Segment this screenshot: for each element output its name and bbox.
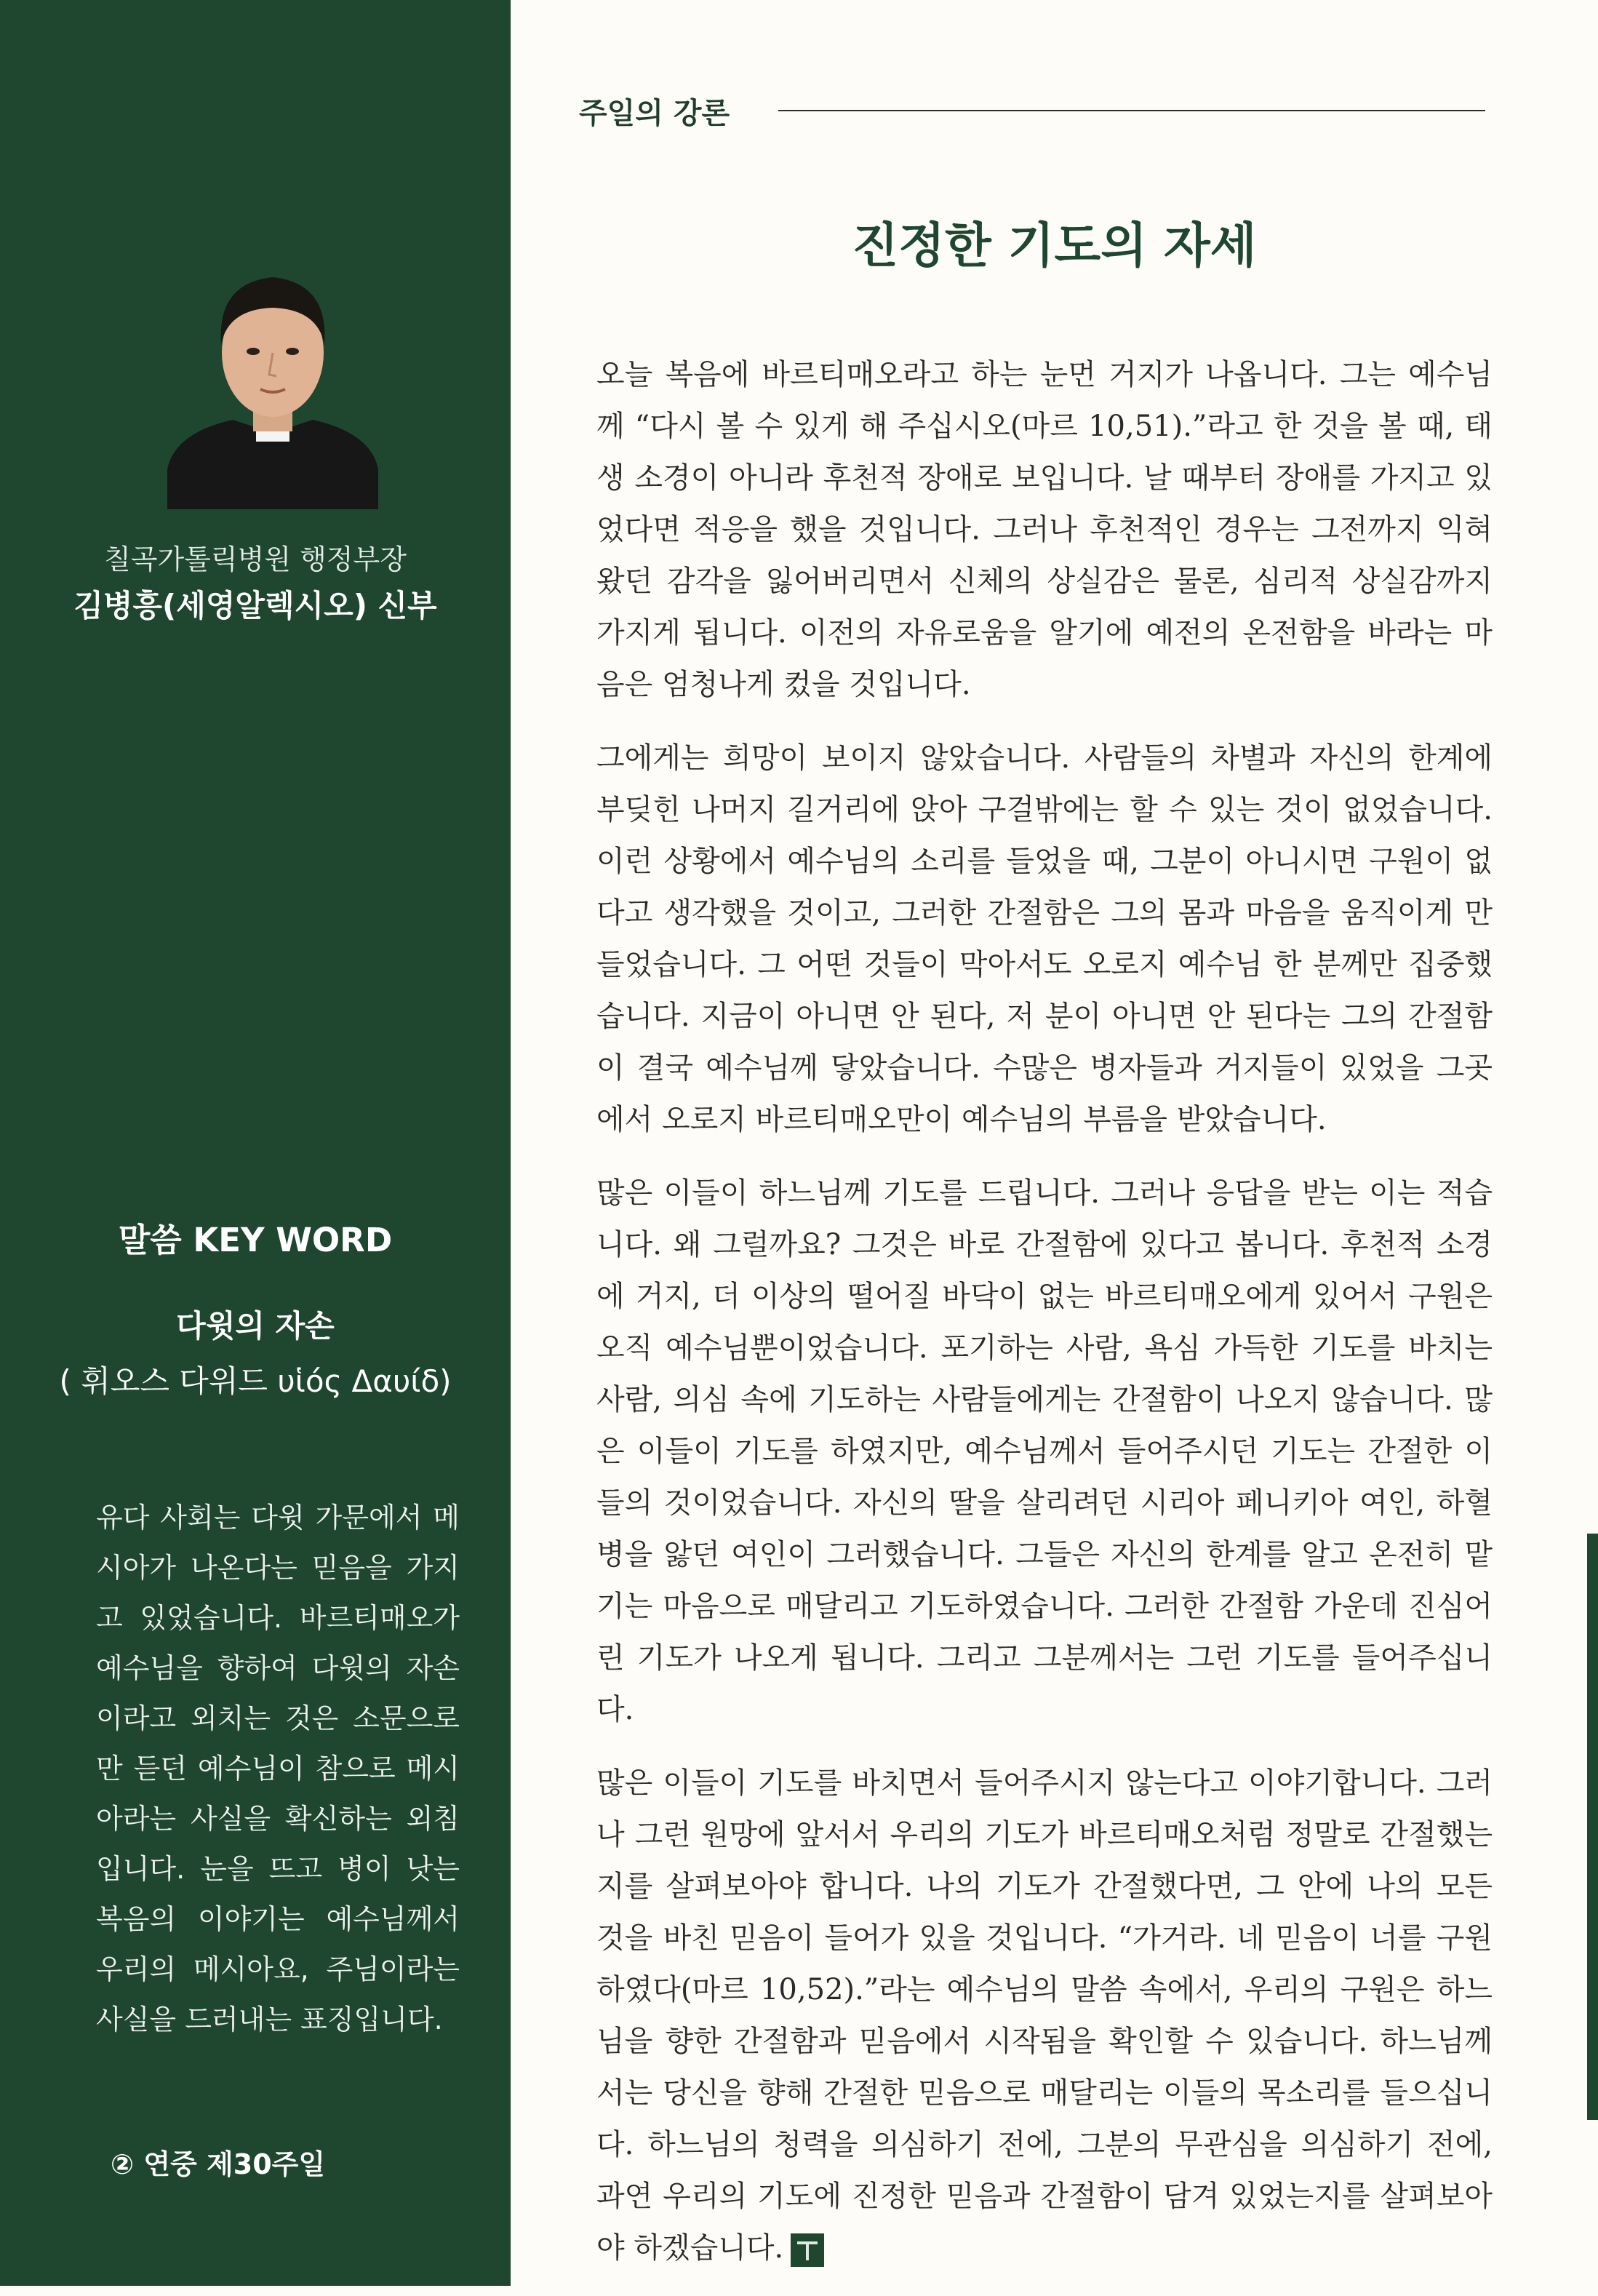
article-paragraph: 오늘 복음에 바르티매오라고 하는 눈먼 거지가 나옵니다. 그는 예수님께 “다시 볼 수 있게 해 주십시오(마르 10,51).”라고 한 것을 볼 때, 태생 소경이 아니라 후천적 장애로 보입니다. 날 때부터 장애를 가지고 있었다면 적응을 했을 것입니다. 그러나 후천적인 경우는 그전까지 익혀왔던 감각을 잃어버리면서 신체의 상실감은 물론, 심리적 상실감까지 가지게 됩니다. 이전의 자유로움을 알기에 예전의 온전함을 바라는 마음은 엄청나게 컸을 것입니다. <box>596 358 1493 701</box>
article-paragraph: 많은 이들이 하느님께 기도를 드립니다. 그러나 응답을 받는 이는 적습니다. 왜 그럴까요? 그것은 바로 간절함에 있다고 봅니다. 후천적 소경에 거지, 더 이상의 떨어질 바닥이 없는 바르티매오에게 있어서 구원은 오직 예수님뿐이었습니다. 포기하는 사람, 욕심 가득한 기도를 바치는 사람, 의심 속에 기도하는 사람들에게는 간절함이 나오지 않습니다. 많은 이들이 기도를 하였지만, 예수님께서 들어주시던 기도는 간절한 이들의 것이었습니다. 자신의 딸을 살리려던 시리아 페니키아 여인, 하혈 병을 앓던 여인이 그러했습니다. 그들은 자신의 한계를 알고 온전히 맡기는 마음으로 매달리고 기도하였습니다. 그러한 간절함 가운데 진심어린 기도가 나오게 됩니다. 그리고 그분께서는 그런 기도를 들어주십니다. <box>596 1176 1493 1726</box>
author-name: 김병흥(세영알렉시오) 신부 <box>73 588 437 623</box>
section-label: 주일의 강론 <box>579 97 730 130</box>
article-paragraph-text: 많은 이들이 기도를 바치면서 들어주시지 않는다고 이야기합니다. 그러나 그런 원망에 앞서서 우리의 기도가 바르티매오처럼 정말로 간절했는지를 살펴보아야 합니다. 나의 기도가 간절했다면, 그 안에 나의 모든 것을 바친 믿음이 들어가 있을 것입니다. “가거라. 네 믿음이 너를 구원하였다(마르 10,52).”라는 예수님의 말씀 속에서, 우리의 구원은 하느님을 향한 간절함과 믿음에서 시작됨을 확인할 수 있습니다. 하느님께서는 당신을 향해 간절한 믿음으로 매달리는 이들의 목소리를 들으십니다. 하느님의 청력을 의심하기 전에, 그분의 무관심을 의심하기 전에, 과연 우리의 기도에 진정한 믿음과 간절함이 담겨 있었는지를 살펴보아야 하겠습니다. <box>596 1766 1493 2265</box>
keyword-heading: 말씀 KEY WORD <box>118 1221 393 1259</box>
keyword-explanation: 유다 사회는 다윗 가문에서 메시아가 나온다는 믿음을 가지고 있었습니다. 바르티매오가 예수님을 향하여 다윗의 자손이라고 외치는 것은 소문으로만 듣던 예수님이 참으로 메시아라는 사실을 확신하는 외침입니다. 눈을 뜨고 병이 낫는 복음의 이야기는 예수님께서 우리의 메시아요, 주님이라는 사실을 드러내는 표징입니다. <box>96 1502 460 2036</box>
header-rule <box>778 110 1485 111</box>
article-paragraph: 그에게는 희망이 보이지 않았습니다. 사람들의 차별과 자신의 한계에 부딪힌 나머지 길거리에 앉아 구걸밖에는 할 수 있는 것이 없었습니다. 이런 상황에서 예수님의 소리를 들었을 때, 그분이 아니시면 구원이 없다고 생각했을 것이고, 그러한 간절함은 그의 몸과 마음을 움직이게 만들었습니다. 그 어떤 것들이 막아서도 오로지 예수님 한 분께만 집중했습니다. 지금이 아니면 안 된다, 저 분이 아니면 안 된다는 그의 간절함이 결국 예수님께 닿았습니다. 수많은 병자들과 거지들이 있었을 그곳에서 오로지 바르티매오만이 예수님의 부름을 받았습니다. <box>596 741 1493 1136</box>
author-photo <box>167 251 378 509</box>
article-paragraph <box>596 1758 1493 2274</box>
page-footer: ② 연중 제30주일 <box>111 2148 326 2180</box>
article-title: 진정한 기도의 자세 <box>852 218 1257 274</box>
sidebar <box>0 0 511 2286</box>
keyword-term: 다윗의 자손 <box>176 1308 335 1344</box>
author-role: 칠곡가톨릭병원 행정부장 <box>104 543 407 575</box>
edge-tab <box>1587 1534 1598 2120</box>
keyword-original: ( 휘오스 다위드 υἱός Δαυίδ) <box>59 1363 452 1399</box>
article-body <box>596 349 1493 2296</box>
end-mark-icon <box>791 2233 824 2267</box>
